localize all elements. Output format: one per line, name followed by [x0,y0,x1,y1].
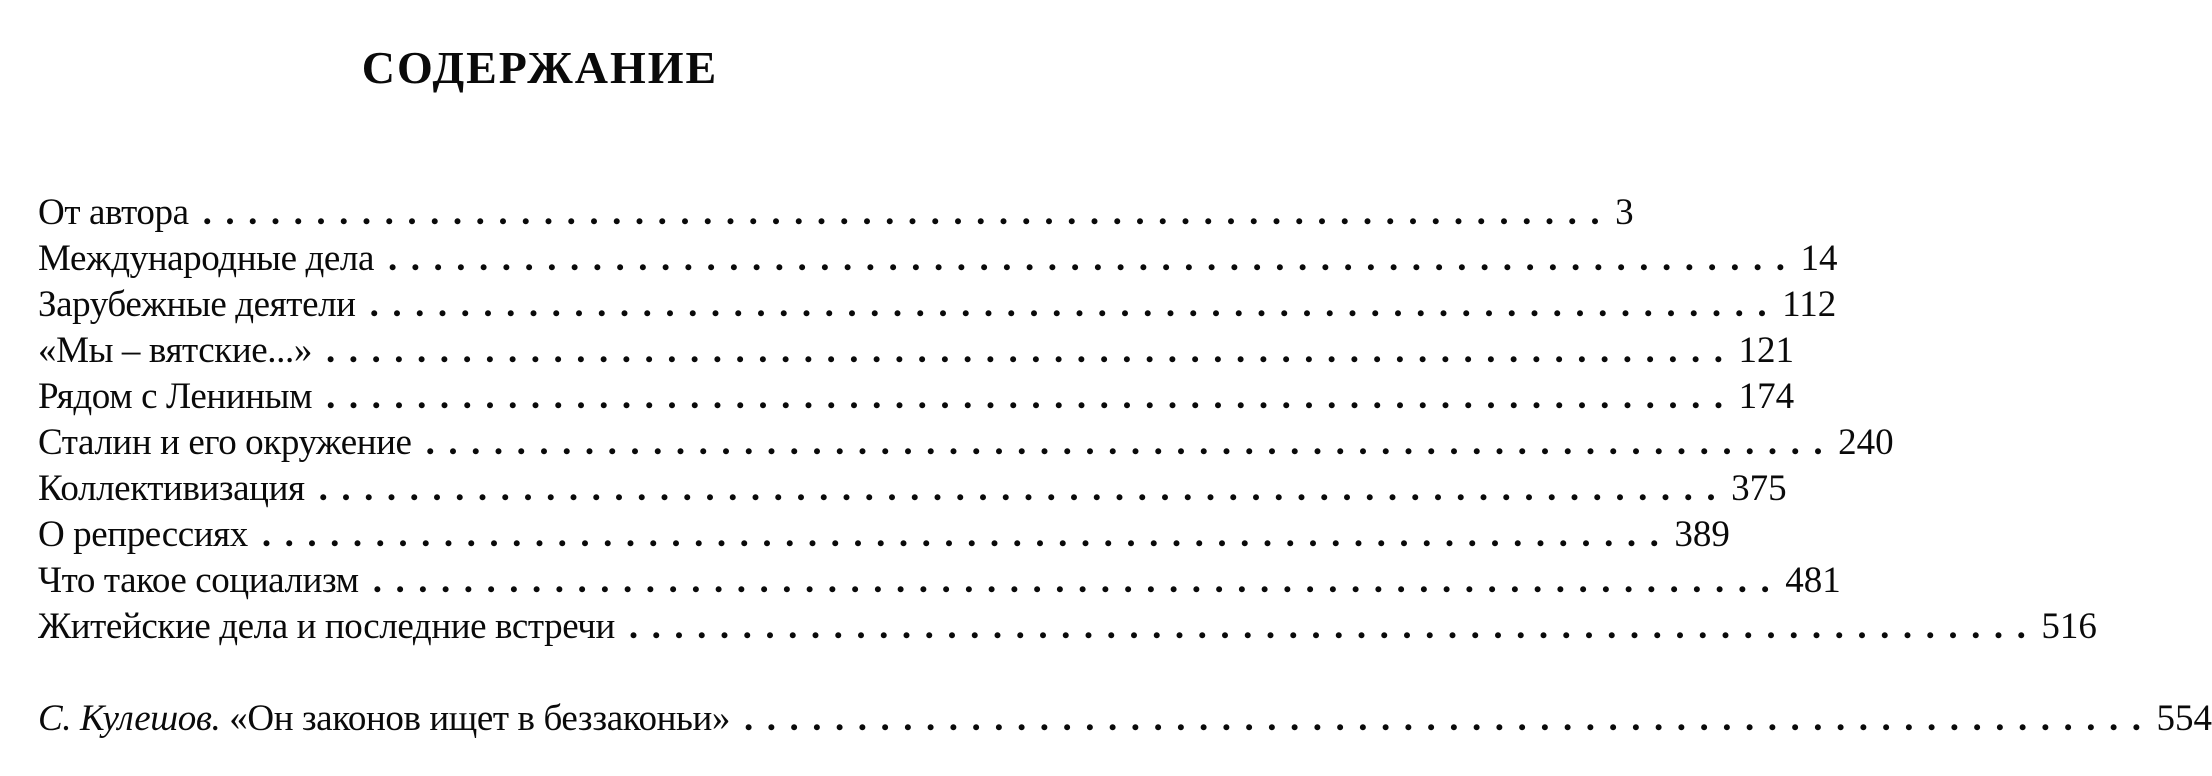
toc-entry-title: Что такое социализм [38,560,359,601]
toc-entry-title [38,696,744,742]
toc-entry-page: 240 [1838,422,1894,463]
dot-leader: .............................................................. [387,238,1799,279]
toc-entry-page: 121 [1738,330,1794,371]
toc-entry [38,466,1787,512]
table-of-contents [38,190,2212,742]
dot-leader: .............................................................. [318,468,1730,509]
toc-entry-title: Зарубежные деятели [38,284,356,325]
toc-entry-title: Международные дела [38,238,374,279]
toc-entry [38,512,1730,558]
toc-entry-title: Житейские дела и последние встречи [38,606,615,647]
afterword-title: «Он законов ищет в беззаконьи» [229,698,730,739]
toc-entry-page: 554 [2156,698,2212,739]
toc-entry [38,328,1794,374]
toc-entry-title: Рядом с Лениным [38,376,313,417]
dot-leader: .............................................................. [743,698,2155,739]
toc-entry [38,420,1894,466]
dot-leader: .............................................................. [261,514,1673,555]
toc-entry [38,282,1837,328]
afterword-author: С. Кулешов. [38,698,221,739]
toc-entry-title: Коллективизация [38,468,305,509]
toc-entry-afterword [38,696,2212,742]
toc-entry [38,236,1838,282]
toc-entry-page: 174 [1738,376,1795,417]
toc-entry-page: 112 [1782,284,1837,325]
dot-leader: .............................................................. [369,284,1781,325]
dot-leader: .............................................................. [326,376,1737,417]
dot-leader: .............................................................. [628,606,2040,647]
toc-entry [38,190,1634,236]
page-title: СОДЕРЖАНИЕ [361,42,719,93]
dot-leader: .............................................................. [425,422,1837,463]
toc-entry-title: От автора [38,192,189,233]
toc-entry-title: Сталин и его окружение [38,422,412,463]
dot-leader: .............................................................. [202,192,1614,233]
toc-entry [38,374,1795,420]
toc-entry [38,604,2097,650]
toc-entry-page: 516 [2041,606,2097,647]
dot-leader: .............................................................. [325,330,1737,371]
toc-entry-page: 14 [1800,238,1838,279]
toc-entry-page: 481 [1785,560,1841,601]
toc-entry-title: «Мы – вятские...» [38,330,312,371]
toc-entry [38,558,1841,604]
toc-entry-title: О репрессиях [38,514,248,555]
toc-entry-page: 389 [1674,514,1730,555]
dot-leader: .............................................................. [372,560,1784,601]
toc-entry-page: 3 [1615,192,1634,233]
toc-entry-page: 375 [1731,468,1787,509]
